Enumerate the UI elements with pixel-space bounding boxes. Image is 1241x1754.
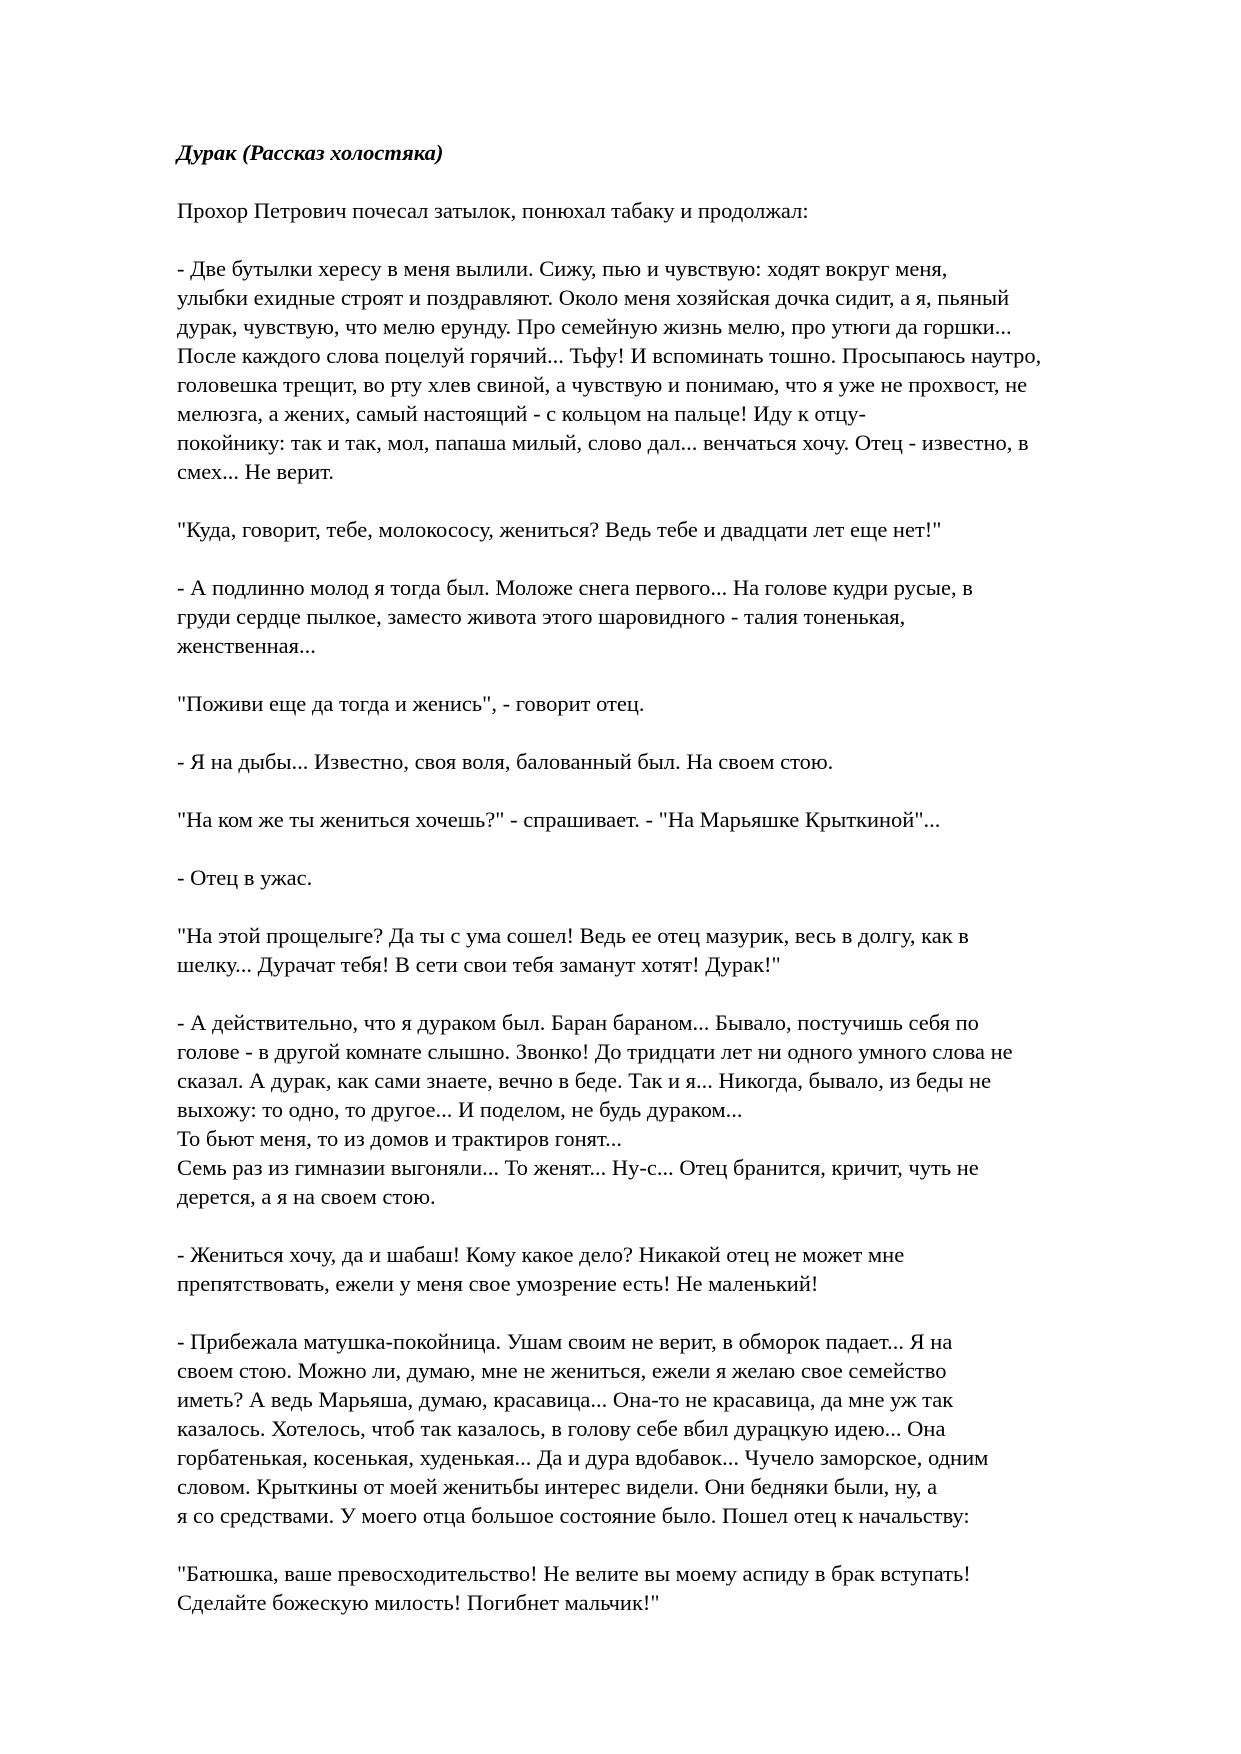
text-line: "Поживи еще да тогда и женись", - говорит отец.	[177, 691, 645, 716]
text-line: То бьют меня, то из домов и трактиров гонят...	[177, 1126, 623, 1151]
story-title: Дурак (Рассказ холостяка)	[177, 140, 444, 165]
paragraph-gap	[177, 660, 1167, 689]
text-line: - А подлинно молод я тогда был. Моложе снега первого... На голове кудри русые, в	[177, 575, 973, 600]
paragraph	[177, 196, 1167, 225]
paragraph	[177, 1008, 1167, 1211]
text-line: - Две бутылки хересу в меня вылили. Сижу, пью и чувствую: ходят вокруг меня,	[177, 256, 948, 281]
paragraph-gap	[177, 776, 1167, 805]
text-line: - Я на дыбы... Известно, своя воля, балованный был. На своем стою.	[177, 749, 834, 774]
paragraph-gap	[177, 1298, 1167, 1327]
paragraph-gap	[177, 1530, 1167, 1559]
text-line: шелку... Дурачат тебя! В сети свои тебя заманут хотят! Дурак!"	[177, 952, 781, 977]
story-text	[177, 138, 1167, 1617]
text-line: препятствовать, ежели у меня свое умозрение есть! Не маленький!	[177, 1271, 819, 1296]
text-line: голове - в другой комнате слышно. Звонко! До тридцати лет ни одного умного слова не	[177, 1039, 1013, 1064]
paragraph-gap	[177, 834, 1167, 863]
text-line: - Прибежала матушка-покойница. Ушам своим не верит, в обморок падает... Я на	[177, 1329, 953, 1354]
text-line: смех... Не верит.	[177, 459, 335, 484]
paragraph	[177, 1240, 1167, 1298]
paragraph-gap	[177, 1211, 1167, 1240]
paragraph	[177, 689, 1167, 718]
paragraph	[177, 921, 1167, 979]
text-line: "Куда, говорит, тебе, молокососу, жениться? Ведь тебе и двадцати лет еще нет!"	[177, 517, 942, 542]
text-line: После каждого слова поцелуй горячий... Тьфу! И вспоминать тошно. Просыпаюсь наутро,	[177, 343, 1042, 368]
text-line: улыбки ехидные строят и поздравляют. Около меня хозяйская дочка сидит, а я, пьяный	[177, 285, 1010, 310]
text-line: словом. Крыткины от моей женитьбы интерес видели. Они бедняки были, ну, а	[177, 1474, 938, 1499]
text-line: горбатенькая, косенькая, худенькая... Да и дура вдобавок... Чучело заморское, одним	[177, 1445, 989, 1470]
paragraph-gap	[177, 544, 1167, 573]
text-line: "На ком же ты жениться хочешь?" - спрашивает. - "На Марьяшке Крыткиной"...	[177, 807, 941, 832]
text-line: иметь? А ведь Марьяша, думаю, красавица... Она-то не красавица, да мне уж так	[177, 1387, 954, 1412]
paragraph	[177, 747, 1167, 776]
text-line: груди сердце пылкое, заместо живота этого шаровидного - талия тоненькая,	[177, 604, 906, 629]
paragraph	[177, 254, 1167, 486]
text-line: Семь раз из гимназии выгоняли... То женят... Ну-с... Отец бранится, кричит, чуть не	[177, 1155, 979, 1180]
paragraph-gap	[177, 486, 1167, 515]
story-body	[177, 196, 1167, 1617]
text-line: сказал. А дурак, как сами знаете, вечно в беде. Так и я... Никогда, бывало, из беды не	[177, 1068, 992, 1093]
text-line: покойнику: так и так, мол, папаша милый, слово дал... венчаться хочу. Отец - известно, в	[177, 430, 1029, 455]
paragraph-gap	[177, 718, 1167, 747]
paragraph	[177, 1327, 1167, 1530]
text-line: своем стою. Можно ли, думаю, мне не жениться, ежели я желаю свое семейство	[177, 1358, 947, 1383]
paragraph-gap	[177, 225, 1167, 254]
text-line: выхожу: то одно, то другое... И поделом, не будь дураком...	[177, 1097, 743, 1122]
text-line: головешка трещит, во рту хлев свиной, а чувствую и понимаю, что я уже не прохвост, не	[177, 372, 1028, 397]
text-line: дерется, а я на своем стою.	[177, 1184, 436, 1209]
paragraph-gap	[177, 979, 1167, 1008]
text-line: - А действительно, что я дураком был. Баран бараном... Бывало, постучишь себя по	[177, 1010, 979, 1035]
text-line: я со средствами. У моего отца большое состояние было. Пошел отец к начальству:	[177, 1503, 970, 1528]
text-line: "Батюшка, ваше превосходительство! Не велите вы моему аспиду в брак вступать!	[177, 1561, 971, 1586]
text-line: Прохор Петрович почесал затылок, понюхал табаку и продолжал:	[177, 198, 809, 223]
text-line: - Жениться хочу, да и шабаш! Кому какое дело? Никакой отец не может мне	[177, 1242, 905, 1267]
text-line: "На этой прощелыге? Да ты с ума сошел! Ведь ее отец мазурик, весь в долгу, как в	[177, 923, 969, 948]
text-line: дурак, чувствую, что мелю ерунду. Про семейную жизнь мелю, про утюги да горшки...	[177, 314, 1012, 339]
paragraph	[177, 573, 1167, 660]
text-line: Сделайте божескую милость! Погибнет мальчик!"	[177, 1590, 660, 1615]
paragraph	[177, 863, 1167, 892]
text-line: казалось. Хотелось, чтоб так казалось, в голову себе вбил дурацкую идею... Она	[177, 1416, 946, 1441]
paragraph-gap	[177, 167, 1167, 196]
paragraph-gap	[177, 892, 1167, 921]
paragraph	[177, 805, 1167, 834]
text-line: женственная...	[177, 633, 316, 658]
text-line: мелюзга, а жених, самый настоящий - с кольцом на пальце! Иду к отцу-	[177, 401, 866, 426]
paragraph	[177, 1559, 1167, 1617]
paragraph	[177, 515, 1167, 544]
text-line: - Отец в ужас.	[177, 865, 313, 890]
